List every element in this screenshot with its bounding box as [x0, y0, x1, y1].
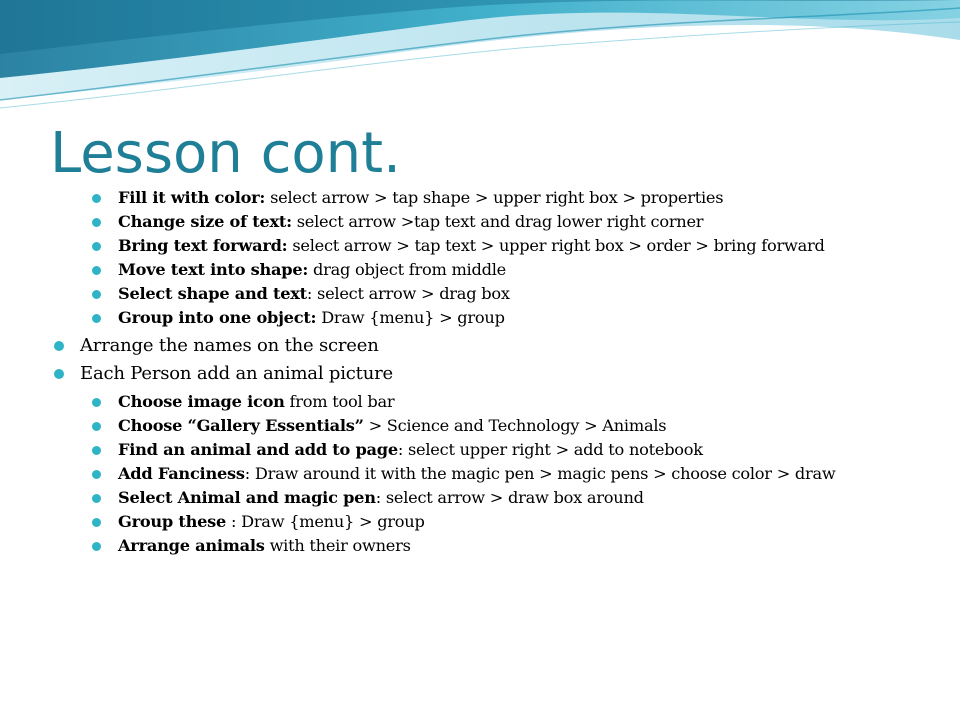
bullet-lead-text: Choose image icon [118, 392, 285, 411]
bullet-lead-text: Fill it with color: [118, 188, 266, 207]
bullet-lead-text: Group into one object: [118, 308, 317, 327]
bullet-item [0, 464, 848, 484]
bullet-dot-icon [92, 194, 101, 203]
bullet-text: select arrow >tap text and drag lower right corner [291, 212, 704, 231]
bullet-item [0, 488, 848, 508]
bullet-item [0, 512, 848, 532]
bullet-item [0, 284, 848, 304]
bullet-item [0, 188, 848, 208]
wave-header-decoration [0, 0, 960, 130]
bullet-dot-icon [54, 341, 64, 351]
bullet-text: with their owners [264, 536, 411, 555]
bullet-lead-text: Choose “Gallery Essentials” [118, 416, 364, 435]
bullet-dot-icon [92, 218, 101, 227]
bullet-text: : select upper right > add to notebook [397, 440, 703, 459]
bullet-item [0, 416, 848, 436]
bullet-lead-text: Find an animal and add to page [118, 440, 398, 459]
bullet-dot-icon [92, 314, 101, 323]
bullet-text: : select arrow > drag box [306, 284, 510, 303]
bullet-lead-text: Add Fanciness [118, 464, 245, 483]
bullet-text: : select arrow > draw box around [375, 488, 644, 507]
bullet-item [0, 212, 848, 232]
bullet-lead-text: Change size of text: [118, 212, 292, 231]
bullet-text: drag object from middle [308, 260, 506, 279]
bullet-dot-icon [92, 494, 101, 503]
bullet-dot-icon [92, 518, 101, 527]
bullet-text: : Draw {menu} > group [226, 512, 425, 531]
bullet-item [0, 236, 848, 256]
bullet-text: select arrow > tap shape > upper right box > properties [265, 188, 724, 207]
bullet-item [0, 364, 900, 384]
bullet-text: Each Person add an animal picture [80, 363, 393, 384]
bullet-dot-icon [92, 290, 101, 299]
bullet-item [0, 336, 900, 356]
bullet-text: select arrow > tap text > upper right box > order > bring forward [287, 236, 825, 255]
bullet-text: from tool bar [284, 392, 395, 411]
bullet-item [0, 308, 848, 328]
bullet-item [0, 440, 848, 460]
bullet-dot-icon [54, 369, 64, 379]
bullet-lead-text: Move text into shape: [118, 260, 309, 279]
bullet-dot-icon [92, 542, 101, 551]
bullet-lead-text: Group these [118, 512, 227, 531]
bullet-item [0, 260, 848, 280]
bullet-text: Arrange the names on the screen [80, 335, 379, 356]
bullet-list [0, 184, 960, 560]
bullet-lead-text: Select Animal and magic pen [118, 488, 376, 507]
bullet-dot-icon [92, 470, 101, 479]
bullet-item [0, 392, 848, 412]
bullet-dot-icon [92, 398, 101, 407]
bullet-text: > Science and Technology > Animals [363, 416, 667, 435]
slide-title: Lesson cont. [50, 121, 401, 186]
bullet-dot-icon [92, 446, 101, 455]
bullet-lead-text: Bring text forward: [118, 236, 288, 255]
bullet-dot-icon [92, 242, 101, 251]
bullet-lead-text: Select shape and text [118, 284, 307, 303]
bullet-lead-text: Arrange animals [118, 536, 265, 555]
bullet-text: : Draw around it with the magic pen > magic pens > choose color > draw [244, 464, 836, 483]
bullet-item [0, 536, 848, 556]
bullet-text: Draw {menu} > group [316, 308, 505, 327]
bullet-dot-icon [92, 266, 101, 275]
bullet-dot-icon [92, 422, 101, 431]
